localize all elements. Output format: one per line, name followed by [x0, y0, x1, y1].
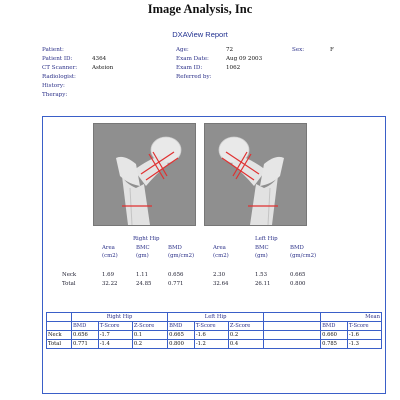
table-cell: 0.785 — [321, 340, 348, 349]
col-header-bmd: BMD — [72, 322, 99, 331]
ct-scanner-label: CT Scanner: — [42, 65, 78, 71]
table-cell: -1.7 — [98, 331, 132, 340]
summary-cell: 0.665 — [290, 272, 306, 278]
patient-id-label: Patient ID: — [42, 56, 73, 62]
table-cell — [264, 322, 321, 331]
col-header-tscore: T-Score — [194, 322, 228, 331]
table-cell: -1.6 — [347, 331, 381, 340]
table-cell: 0.660 — [321, 331, 348, 340]
table-cell: -1.6 — [194, 331, 228, 340]
summary-right-hip-header: Right Hip — [133, 236, 160, 242]
ct-scanner-value: Asteion — [92, 65, 114, 71]
r-bmd-header: BMD — [168, 245, 182, 251]
l-area-unit: (cm2) — [213, 253, 229, 259]
exam-date-value: Aug 09 2003 — [226, 56, 263, 62]
score-table — [46, 312, 382, 349]
exam-date-label: Exam Date: — [176, 56, 209, 62]
r-bmd-unit: (gm/cm2) — [168, 253, 195, 259]
sex-value: F — [330, 47, 334, 53]
table-header-left-hip: Left Hip — [168, 313, 264, 322]
score-table-group-header — [47, 313, 382, 322]
summary-cell: 0.771 — [168, 281, 184, 287]
table-cell: 0.656 — [72, 331, 99, 340]
l-bmd-unit: (gm/cm2) — [290, 253, 317, 259]
col-header-bmd: BMD — [321, 322, 348, 331]
summary-cell: 1.11 — [136, 272, 149, 278]
report-title: DXAView Report — [172, 30, 228, 39]
table-header-right-hip: Right Hip — [72, 313, 168, 322]
table-cell — [264, 340, 321, 349]
table-cell: 0.771 — [72, 340, 99, 349]
col-header-zscore: Z-Score — [228, 322, 263, 331]
patient-id-value: 4364 — [92, 56, 107, 62]
col-header-tscore: T-Score — [98, 322, 132, 331]
table-cell — [264, 331, 321, 340]
row-label: Neck — [47, 331, 72, 340]
table-header-mean: Mean — [321, 313, 382, 322]
history-label: History: — [42, 83, 65, 89]
table-row — [47, 340, 382, 349]
summary-cell: 0.656 — [168, 272, 184, 278]
summary-cell: 1.53 — [255, 272, 268, 278]
summary-cell: 2.30 — [213, 272, 226, 278]
score-table-col-header — [47, 322, 382, 331]
summary-cell: 0.800 — [290, 281, 306, 287]
r-area-header: Area — [102, 245, 115, 251]
r-bmc-unit: (gm) — [136, 253, 149, 259]
table-cell — [47, 313, 72, 322]
l-area-header: Area — [213, 245, 226, 251]
summary-left-hip-header: Left Hip — [255, 236, 278, 242]
row-label: Total — [47, 340, 72, 349]
r-bmc-header: BMC — [136, 245, 150, 251]
summary-row-label: Total — [62, 281, 76, 287]
table-cell: 0.4 — [228, 340, 263, 349]
l-bmd-header: BMD — [290, 245, 304, 251]
age-label: Age: — [176, 47, 189, 53]
table-row — [47, 331, 382, 340]
left-hip-image-graphic — [205, 124, 306, 225]
patient-label: Patient: — [42, 47, 64, 53]
l-bmc-unit: (gm) — [255, 253, 268, 259]
referred-by-label: Referred by: — [176, 74, 212, 80]
table-cell: -1.4 — [98, 340, 132, 349]
summary-cell: 26.11 — [255, 281, 271, 287]
table-cell: 0.800 — [168, 340, 195, 349]
table-cell: -1.2 — [194, 340, 228, 349]
table-cell: -1.3 — [347, 340, 381, 349]
company-name: Image Analysis, Inc — [147, 2, 253, 16]
col-header-bmd: BMD — [168, 322, 195, 331]
summary-row-label: Neck — [62, 272, 77, 278]
radiologist-label: Radiologist: — [42, 74, 76, 80]
left-hip-image — [204, 123, 307, 226]
exam-id-value: 1062 — [226, 65, 241, 71]
col-header-tscore: T-Score — [347, 322, 381, 331]
right-hip-image — [93, 123, 196, 226]
table-cell — [264, 313, 321, 322]
right-hip-image-graphic — [94, 124, 195, 225]
r-area-unit: (cm2) — [102, 253, 118, 259]
table-cell: 0.665 — [168, 331, 195, 340]
exam-id-label: Exam ID: — [176, 65, 203, 71]
summary-cell: 24.85 — [136, 281, 152, 287]
table-cell — [47, 322, 72, 331]
table-cell: 0.1 — [132, 331, 167, 340]
summary-cell: 1.69 — [102, 272, 115, 278]
sex-label: Sex: — [292, 47, 305, 53]
table-cell: 0.2 — [132, 340, 167, 349]
age-value: 72 — [226, 47, 234, 53]
l-bmc-header: BMC — [255, 245, 269, 251]
summary-cell: 32.64 — [213, 281, 229, 287]
col-header-zscore: Z-Score — [132, 322, 167, 331]
therapy-label: Therapy: — [42, 92, 68, 98]
table-cell: 0.2 — [228, 331, 263, 340]
summary-cell: 32.22 — [102, 281, 118, 287]
